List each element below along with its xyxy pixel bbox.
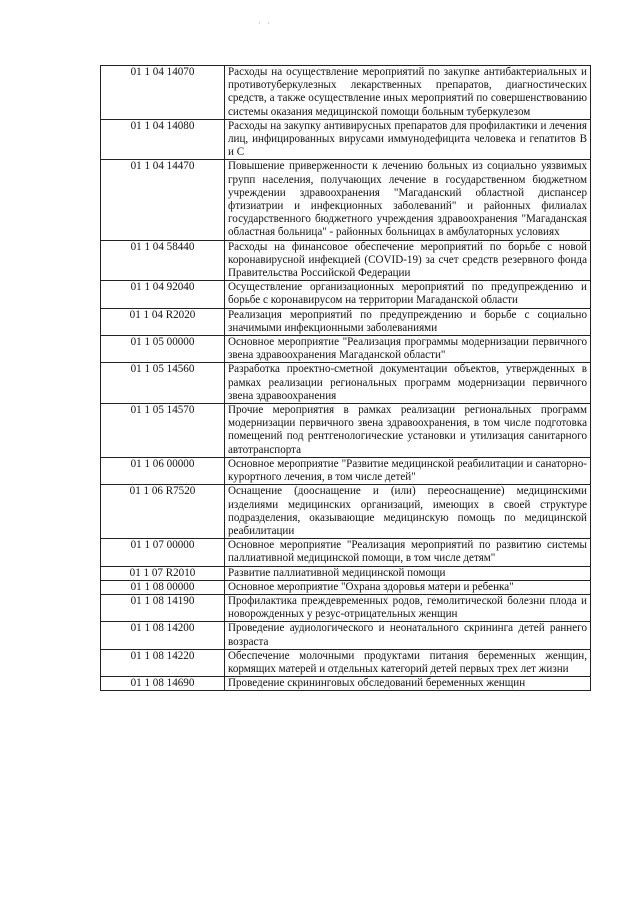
- code-cell: 01 1 05 14560: [101, 363, 225, 404]
- code-cell: 01 1 08 14220: [101, 649, 225, 676]
- description-cell: Реализация мероприятий по предупреждению и борьбе с социально значимыми инфекционными заболеваниями: [225, 308, 591, 335]
- code-cell: 01 1 05 14570: [101, 404, 225, 458]
- table-row: [101, 566, 591, 580]
- description-cell: Осуществление организационных мероприятий по предупреждению и борьбе с коронавирусом на территории Магаданской области: [225, 281, 591, 308]
- budget-classification-table: [100, 65, 591, 691]
- table-row: [101, 580, 591, 594]
- description-cell: Основное мероприятие "Реализация программы модернизации первичного звена здравоохранения Магаданской области": [225, 336, 591, 363]
- description-cell: Проведение скрининговых обследований беременных женщин: [225, 677, 591, 691]
- code-cell: 01 1 04 R2020: [101, 308, 225, 335]
- description-cell: Основное мероприятие "Реализация мероприятий по развитию системы паллиативной медицинской помощи, в том числе детям": [225, 539, 591, 566]
- code-cell: 01 1 06 R7520: [101, 485, 225, 539]
- code-cell: 01 1 08 14690: [101, 677, 225, 691]
- table-row: [101, 404, 591, 458]
- code-cell: 01 1 04 92040: [101, 281, 225, 308]
- description-cell: Расходы на финансовое обеспечение мероприятий по борьбе с новой коронавирусной инфекцией (COVID-19) за счет средств резервного фонда Правительства Российской Федерации: [225, 240, 591, 281]
- table-row: [101, 160, 591, 240]
- description-cell: Разработка проектно-сметной документации объектов, утвержденных в рамках реализации региональных программ модернизации первичного звена здравоохранения: [225, 363, 591, 404]
- table-row: [101, 649, 591, 676]
- description-cell: Проведение аудиологического и неонатального скрининга детей раннего возраста: [225, 622, 591, 649]
- table-row: [101, 119, 591, 160]
- description-cell: Основное мероприятие "Развитие медицинской реабилитации и санаторно-курортного лечения, в том числе детей": [225, 457, 591, 484]
- code-cell: 01 1 07 00000: [101, 539, 225, 566]
- description-cell: Развитие паллиативной медицинской помощи: [225, 566, 591, 580]
- table-row: [101, 308, 591, 335]
- table-row: [101, 363, 591, 404]
- code-cell: 01 1 07 R2010: [101, 566, 225, 580]
- table-row: [101, 622, 591, 649]
- table-row: [101, 485, 591, 539]
- description-cell: Расходы на осуществление мероприятий по закупке антибактериальных и противотуберкулезных лекарственных препаратов, диагностических средств, а также осуществление иных мероприятий по совершенствованию системы оказания медицинской помощи больным туберкулезом: [225, 66, 591, 120]
- description-cell: Основное мероприятие "Охрана здоровья матери и ребенка": [225, 580, 591, 594]
- table-row: [101, 677, 591, 691]
- table-row: [101, 457, 591, 484]
- table-row: [101, 336, 591, 363]
- code-cell: 01 1 05 00000: [101, 336, 225, 363]
- table-row: [101, 539, 591, 566]
- code-cell: 01 1 04 14070: [101, 66, 225, 120]
- code-cell: 01 1 08 14200: [101, 622, 225, 649]
- description-cell: Расходы на закупку антивирусных препаратов для профилактики и лечения лиц, инфицированных вирусами иммунодефицита человека и гепатитов В и С: [225, 119, 591, 160]
- description-cell: Обеспечение молочными продуктами питания беременных женщин, кормящих матерей и отдельных категорий детей первых трех лет жизни: [225, 649, 591, 676]
- code-cell: 01 1 04 14470: [101, 160, 225, 240]
- code-cell: 01 1 08 00000: [101, 580, 225, 594]
- description-cell: Прочие мероприятия в рамках реализации региональных программ модернизации первичного звена здравоохранения, в том числе подготовка помещений под рентгенологические установки и утилизация санитарного автотранспорта: [225, 404, 591, 458]
- scan-mark: · ·: [258, 18, 273, 28]
- table-body: [101, 66, 591, 691]
- code-cell: 01 1 06 00000: [101, 457, 225, 484]
- code-cell: 01 1 08 14190: [101, 594, 225, 621]
- description-cell: Профилактика преждевременных родов, гемолитической болезни плода и новорожденных у резус-отрицательных женщин: [225, 594, 591, 621]
- table-row: [101, 66, 591, 120]
- description-cell: Повышение приверженности к лечению больных из социально уязвимых групп населения, получающих лечение в государственном бюджетном учреждении здравоохранения "Магаданский областной диспансер фтизиатрии и инфекционных заболеваний" и районных филиалах государственного бюджетного учреждения здравоохранения "Магаданская областная больница" - районных больницах в амбулаторных условиях: [225, 160, 591, 240]
- description-cell: Оснащение (дооснащение и (или) переоснащение) медицинскими изделиями медицинских организаций, имеющих в своей структуре подразделения, оказывающие медицинскую помощь по медицинской реабилитации: [225, 485, 591, 539]
- table-row: [101, 240, 591, 281]
- table-row: [101, 281, 591, 308]
- code-cell: 01 1 04 14080: [101, 119, 225, 160]
- table-row: [101, 594, 591, 621]
- code-cell: 01 1 04 58440: [101, 240, 225, 281]
